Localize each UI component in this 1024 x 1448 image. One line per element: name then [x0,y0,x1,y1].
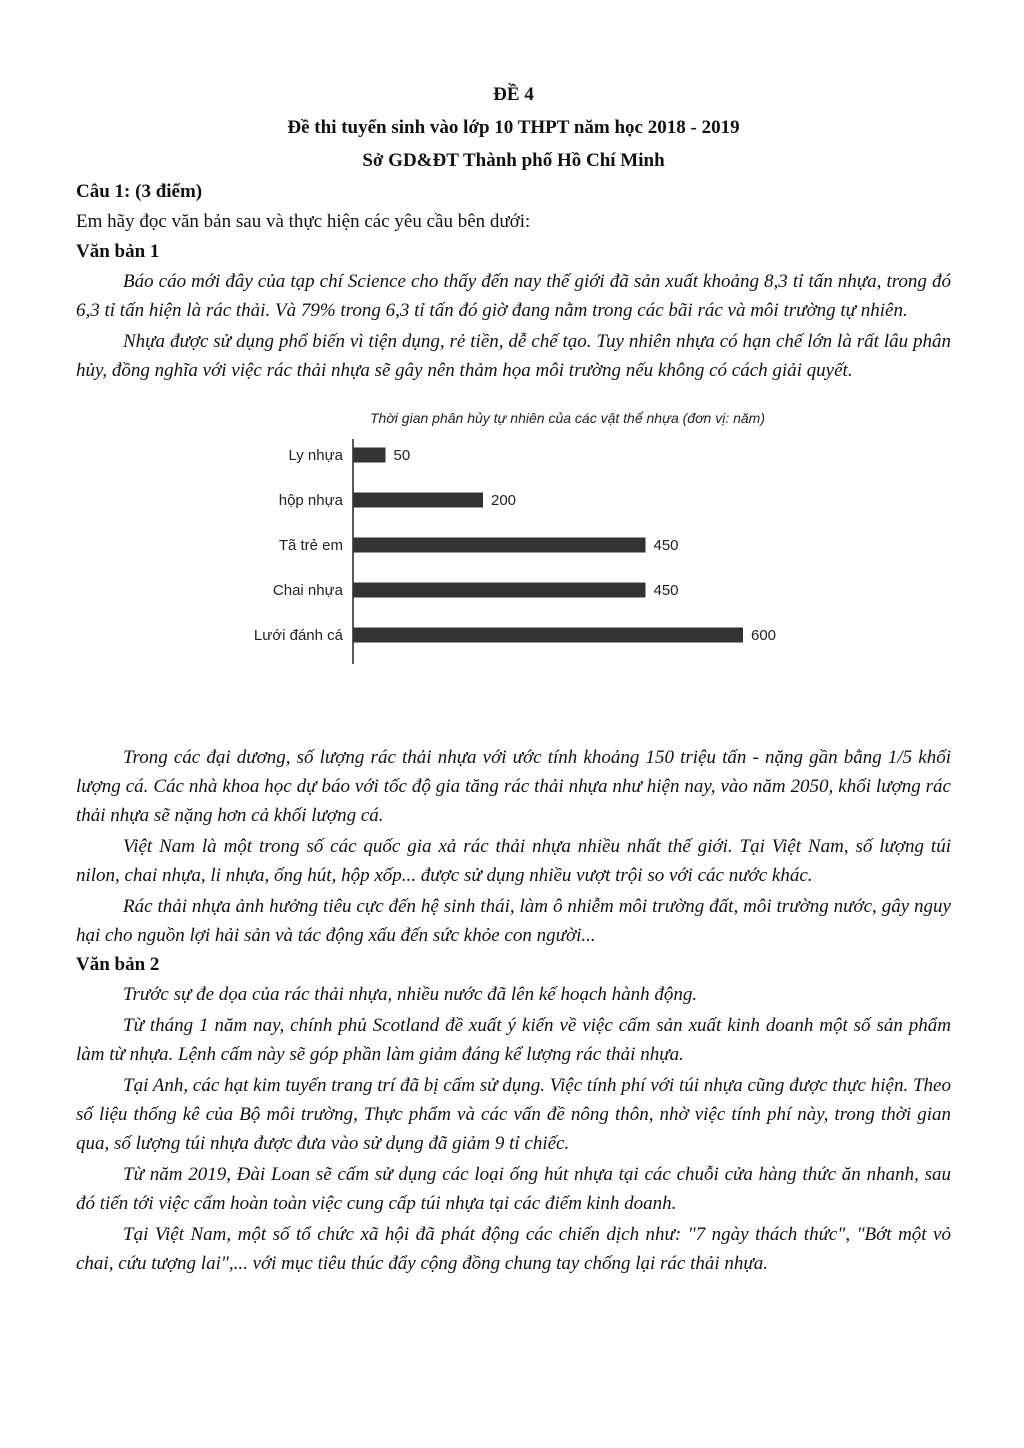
chart-category-label: Chai nhựa [272,582,343,599]
chart-value-label: 450 [653,582,679,599]
chart-bar [353,448,386,463]
chart-value-label: 450 [653,537,679,554]
chart-bar [353,583,646,598]
decomposition-chart [76,409,951,739]
text2-paragraph: Trước sự đe dọa của rác thải nhựa, nhiều nước đã lên kế hoạch hành động. [123,984,698,1005]
text1-paragraph: Báo cáo mới đây của tạp chí Science cho thấy đến nay thế giới đã sản xuất khoảng 8,3 tỉ tấn nhựa, trong đó 6,3 tỉ tấn hiện là rác thải. Và 79% trong 6,3 tỉ tấn đó giờ đang nằm trong các bãi rác và môi trường tự nhiên. [76,271,951,321]
chart-value-label: 600 [751,627,777,644]
chart-title: Thời gian phân hủy tự nhiên của các vật thể nhựa (đơn vị: năm) [370,410,766,426]
exam-title: Đề thi tuyển sinh vào lớp 10 THPT năm học 2018 - 2019 [287,117,740,138]
text1-paragraph: Rác thải nhựa ảnh hưởng tiêu cực đến hệ sinh thái, làm ô nhiễm môi trường đất, môi trường nước, gây nguy hại cho nguồn lợi hải sản và tác động xấu đến sức khỏe con người... [76,896,951,946]
chart-category-label: hộp nhựa [278,492,343,509]
exam-number: ĐỀ 4 [493,84,534,105]
text2-heading: Văn bản 2 [76,954,160,975]
chart-bar [353,628,743,643]
question-title: Câu 1: (3 điểm) [76,181,203,202]
question-instruction: Em hãy đọc văn bản sau và thực hiện các yêu cầu bên dưới: [76,211,531,232]
text2-paragraph: Từ năm 2019, Đài Loan sẽ cấm sử dụng các loại ống hút nhựa tại các chuỗi cửa hàng thức ăn nhanh, sau đó tiến tới việc cấm hoàn toàn việc cung cấp túi nhựa tại các điểm kinh doanh. [76,1164,951,1214]
text1-heading: Văn bản 1 [76,241,160,262]
chart-bar [353,538,646,553]
text1-paragraph: Trong các đại dương, số lượng rác thải nhựa với ước tính khoảng 150 triệu tấn - nặng gần bằng 1/5 khối lượng cá. Các nhà khoa học dự báo với tốc độ gia tăng rác thải nhựa như hiện nay, vào năm 2050, khối lượng rác thải nhựa sẽ nặng hơn cả khối lượng cá. [76,747,951,826]
bar-chart [253,409,796,679]
chart-category-label: Lưới đánh cá [253,627,343,644]
chart-value-label: 200 [491,492,517,509]
document-page [76,78,951,1278]
chart-category-label: Tã trẻ em [278,537,343,554]
chart-category-label: Ly nhựa [288,447,343,464]
text1-paragraph: Việt Nam là một trong số các quốc gia xả rác thải nhựa nhiều nhất thế giới. Tại Việt Nam, số lượng túi nilon, chai nhựa, li nhựa, ống hút, hộp xốp... được sử dụng nhiều vượt trội so với các nước khác. [76,836,951,886]
text2-paragraph: Từ tháng 1 năm nay, chính phủ Scotland đề xuất ý kiến về việc cấm sản xuất kinh doanh một số sản phẩm làm từ nhựa. Lệnh cấm này sẽ góp phần làm giảm đáng kể lượng rác thải nhựa. [76,1015,951,1065]
exam-issuer: Sở GD&ĐT Thành phố Hồ Chí Minh [362,150,665,171]
chart-value-label: 50 [393,447,411,464]
chart-bar [353,493,483,508]
text2-paragraph: Tại Anh, các hạt kim tuyến trang trí đã bị cấm sử dụng. Việc tính phí với túi nhựa cũng được thực hiện. Theo số liệu thống kê của Bộ môi trường, Thực phẩm và các vấn đề nông thôn, nhờ việc tính phí này, trong thời gian qua, số lượng túi nhựa được đưa vào sử dụng đã giảm 9 tỉ chiếc. [76,1075,951,1154]
text2-paragraph: Tại Việt Nam, một số tổ chức xã hội đã phát động các chiến dịch như: "7 ngày thách thức", "Bớt một vỏ chai, cứu tượng lai",... với mục tiêu thúc đẩy cộng đồng chung tay chống lại rác thải nhựa. [76,1224,951,1274]
text1-paragraph: Nhựa được sử dụng phổ biến vì tiện dụng, rẻ tiền, dễ chế tạo. Tuy nhiên nhựa có hạn chế lớn là rất lâu phân hủy, đồng nghĩa với việc rác thải nhựa sẽ gây nên thảm họa môi trường nếu không có cách giải quyết. [76,331,951,381]
